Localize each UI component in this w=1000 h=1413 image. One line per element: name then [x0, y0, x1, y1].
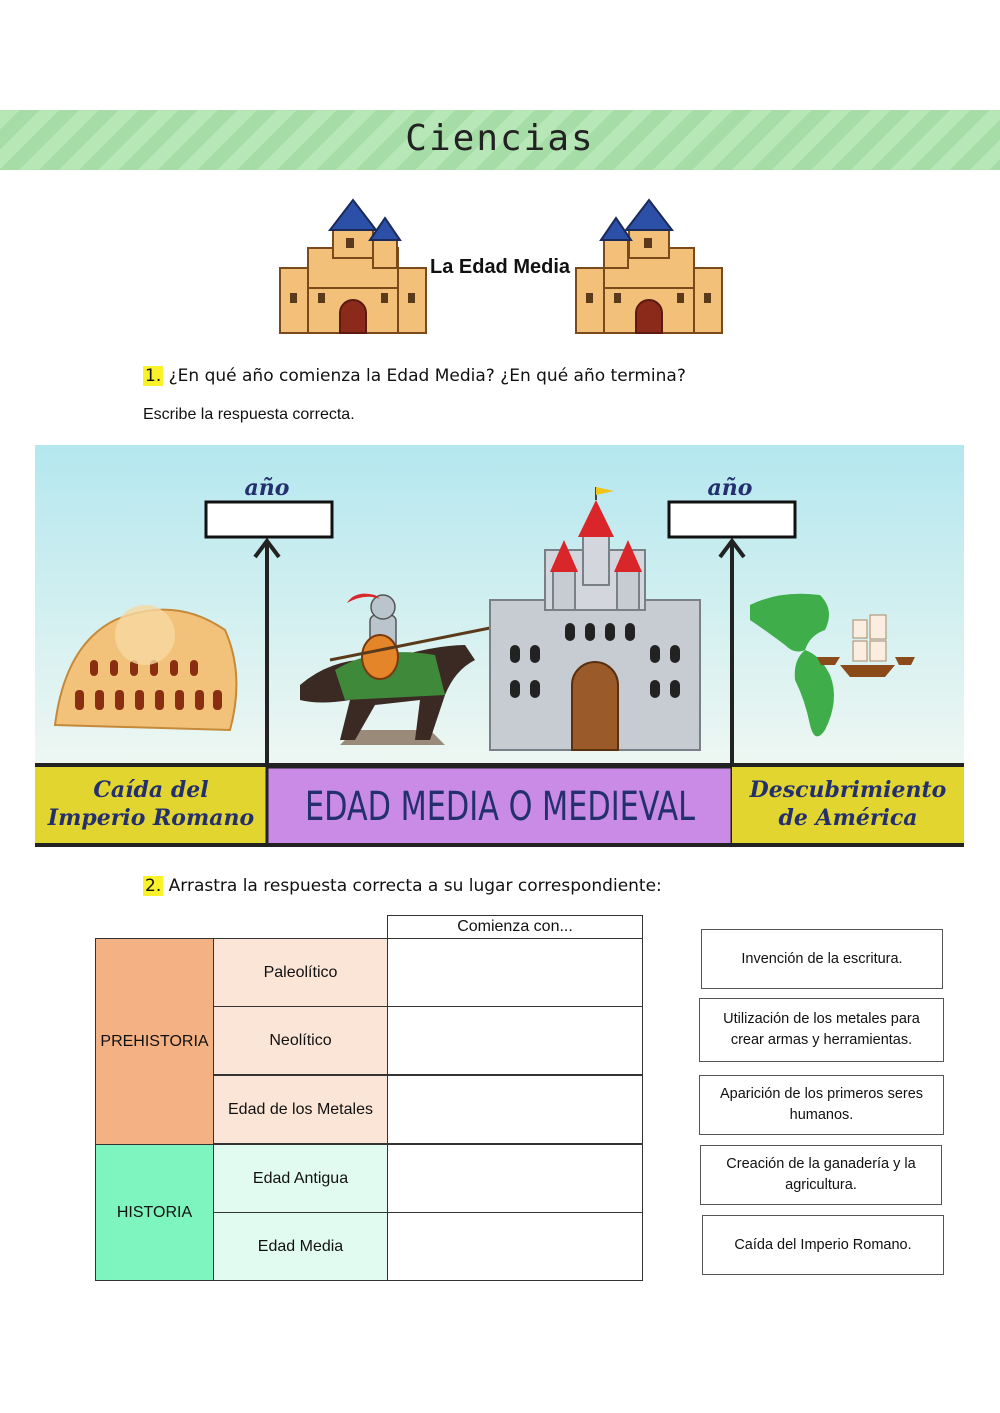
right-caption-line2: de América: [778, 805, 918, 831]
question-1-instruction: Escribe la respuesta correcta.: [143, 406, 355, 423]
center-caption: EDAD MEDIA O MEDIEVAL: [305, 784, 695, 830]
worksheet-subtitle: La Edad Media: [429, 256, 571, 278]
end-year-input[interactable]: [669, 502, 795, 537]
left-caption-line1: Caída del: [93, 777, 209, 803]
era-historia: HISTORIA: [95, 1144, 214, 1281]
question-1: [143, 366, 686, 386]
right-caption-line1: Descubrimiento: [749, 777, 947, 803]
left-caption-line2: Imperio Romano: [47, 805, 255, 831]
era-prehistoria: PREHISTORIA: [95, 938, 214, 1145]
start-year-input[interactable]: [206, 502, 332, 537]
end-year-label: año: [707, 475, 753, 501]
draggable-option[interactable]: Utilización de los metales para crear armas y herramientas.: [699, 998, 944, 1062]
table-header: Comienza con...: [387, 915, 643, 939]
page-title: Ciencias: [405, 118, 595, 159]
start-year-label: año: [244, 475, 290, 501]
question-2-text: Arrastra la respuesta correcta a su lugar correspondiente:: [168, 876, 662, 896]
period-paleolitico: Paleolítico: [213, 938, 388, 1007]
period-edad-antigua: Edad Antigua: [213, 1144, 388, 1213]
drop-zone-edad-media[interactable]: [387, 1212, 643, 1281]
drop-zone-paleolitico[interactable]: [387, 938, 643, 1007]
period-neolitico: Neolítico: [213, 1006, 388, 1075]
question-2-number: 2.: [145, 876, 162, 896]
draggable-option[interactable]: Invención de la escritura.: [701, 929, 943, 989]
drop-zone-edad-antigua[interactable]: [387, 1144, 643, 1213]
draggable-option[interactable]: Creación de la ganadería y la agricultura.: [700, 1145, 942, 1205]
period-edad-media: Edad Media: [213, 1212, 388, 1281]
question-1-number: 1.: [145, 366, 162, 386]
drop-zone-neolitico[interactable]: [387, 1006, 643, 1075]
question-2: [143, 876, 662, 896]
question-1-text: ¿En qué año comienza la Edad Media? ¿En qué año termina?: [168, 366, 686, 386]
draggable-option[interactable]: Caída del Imperio Romano.: [702, 1215, 944, 1275]
drop-zone-edad-metales[interactable]: [387, 1075, 643, 1144]
timeline-illustration: [35, 445, 964, 847]
draggable-option[interactable]: Aparición de los primeros seres humanos.: [699, 1075, 944, 1135]
period-edad-metales: Edad de los Metales: [213, 1075, 388, 1144]
